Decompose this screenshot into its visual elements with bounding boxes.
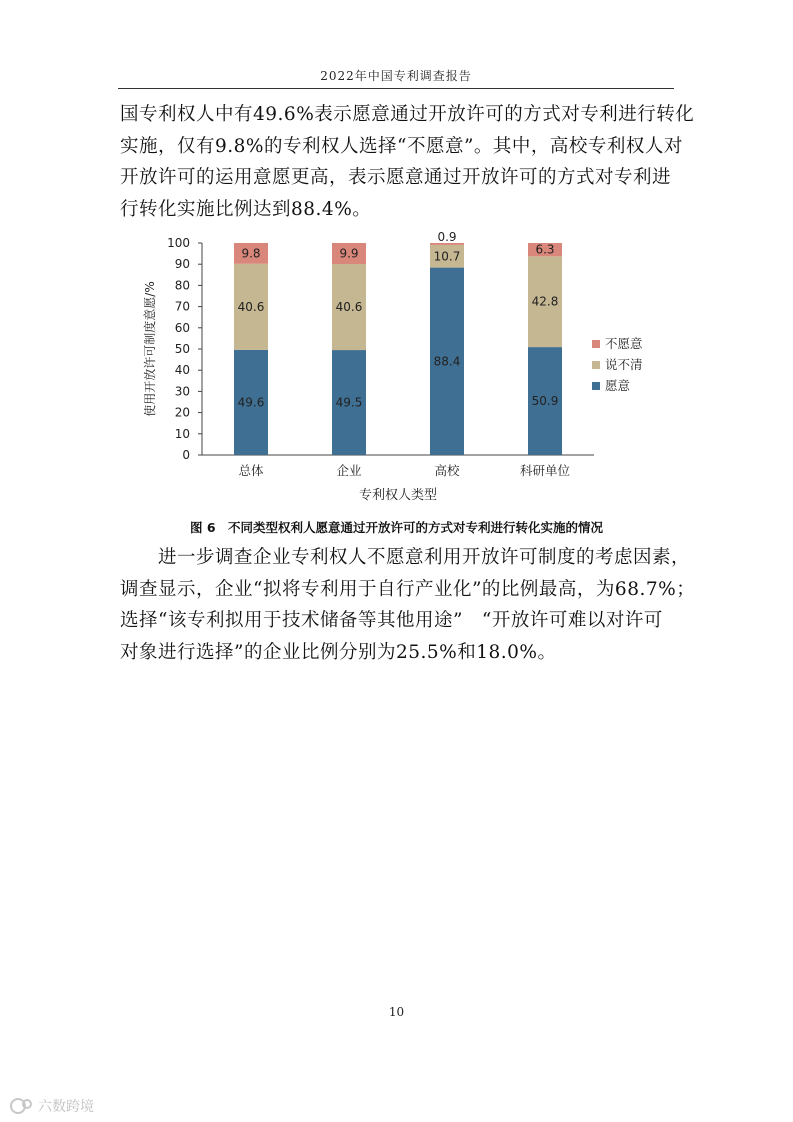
x-axis-title: 专利权人类型 xyxy=(358,488,438,503)
text-line: 实施，仅有9.8%的专利权人选择“不愿意”。其中，高校专利权人对 xyxy=(120,135,683,157)
text-line: 调查显示，企业“拟将专利用于自行产业化”的比例最高，为68.7%； xyxy=(120,578,696,600)
y-tick-label: 100 xyxy=(167,236,190,250)
text-line: 选择“该专利拟用于技术储备等其他用途” “开放许可难以对许可 xyxy=(120,610,663,631)
stacked-bar-chart xyxy=(140,228,660,510)
data-label: 50.9 xyxy=(531,394,559,409)
data-label: 40.6 xyxy=(335,300,363,315)
y-tick-label: 0 xyxy=(182,448,190,462)
page-number: 10 xyxy=(388,1005,405,1019)
legend-label: 不愿意 xyxy=(605,336,643,351)
y-tick-label: 60 xyxy=(174,320,190,335)
data-label: 40.6 xyxy=(237,299,265,314)
y-tick-label: 20 xyxy=(174,405,190,420)
data-label: 49.6 xyxy=(237,395,265,410)
watermark-text: 六数跨境 xyxy=(38,1099,94,1115)
text-line: 行转化实施比例达到88.4%。 xyxy=(120,198,372,220)
y-axis-title: 使用开放许可制度意愿/% xyxy=(143,281,157,417)
figure-caption: 图 6 不同类型权利人愿意通过开放许可的方式对专利进行转化实施的情况 xyxy=(189,520,604,535)
data-label: 88.4 xyxy=(433,354,461,369)
legend-label: 愿意 xyxy=(605,378,631,393)
data-label: 9.9 xyxy=(339,246,359,261)
y-tick-label: 10 xyxy=(174,426,190,441)
y-tick-label: 50 xyxy=(174,342,190,356)
data-label: 6.3 xyxy=(535,242,555,257)
paragraph-followup xyxy=(120,542,696,668)
y-tick-label: 30 xyxy=(174,384,190,399)
x-tick-label: 总体 xyxy=(238,463,264,478)
data-label: 10.7 xyxy=(433,249,461,264)
data-label: 49.5 xyxy=(335,395,363,410)
legend-swatch xyxy=(592,340,600,348)
y-tick-label: 90 xyxy=(174,257,190,272)
text-line: 国专利权人中有49.6%表示愿意通过开放许可的方式对专利进行转化 xyxy=(120,104,695,125)
y-tick-label: 40 xyxy=(174,363,190,378)
running-header: 2022年中国专利调查报告 xyxy=(320,69,472,83)
y-tick-label: 80 xyxy=(174,278,190,293)
data-label: 42.8 xyxy=(531,294,559,309)
text-line: 进一步调查企业专利权人不愿意利用开放许可制度的考虑因素， xyxy=(120,547,691,568)
data-label: 0.9 xyxy=(437,230,457,244)
header-rule xyxy=(118,88,674,89)
paragraph-intro xyxy=(120,99,695,225)
x-tick-label: 高校 xyxy=(434,463,460,478)
watermark-logo xyxy=(8,1094,118,1118)
text-line: 对象进行选择”的企业比例分别为25.5%和18.0%。 xyxy=(120,641,557,663)
legend-swatch xyxy=(592,382,600,390)
x-tick-label: 科研单位 xyxy=(519,463,571,478)
y-tick-label: 70 xyxy=(174,299,190,314)
legend-label: 说不清 xyxy=(605,357,643,372)
legend-swatch xyxy=(592,361,600,369)
x-tick-label: 企业 xyxy=(336,463,362,478)
chart-canvas xyxy=(140,228,660,510)
data-label: 9.8 xyxy=(241,246,261,261)
text-line: 开放许可的运用意愿更高，表示愿意通过开放许可的方式对专利进 xyxy=(120,167,672,188)
